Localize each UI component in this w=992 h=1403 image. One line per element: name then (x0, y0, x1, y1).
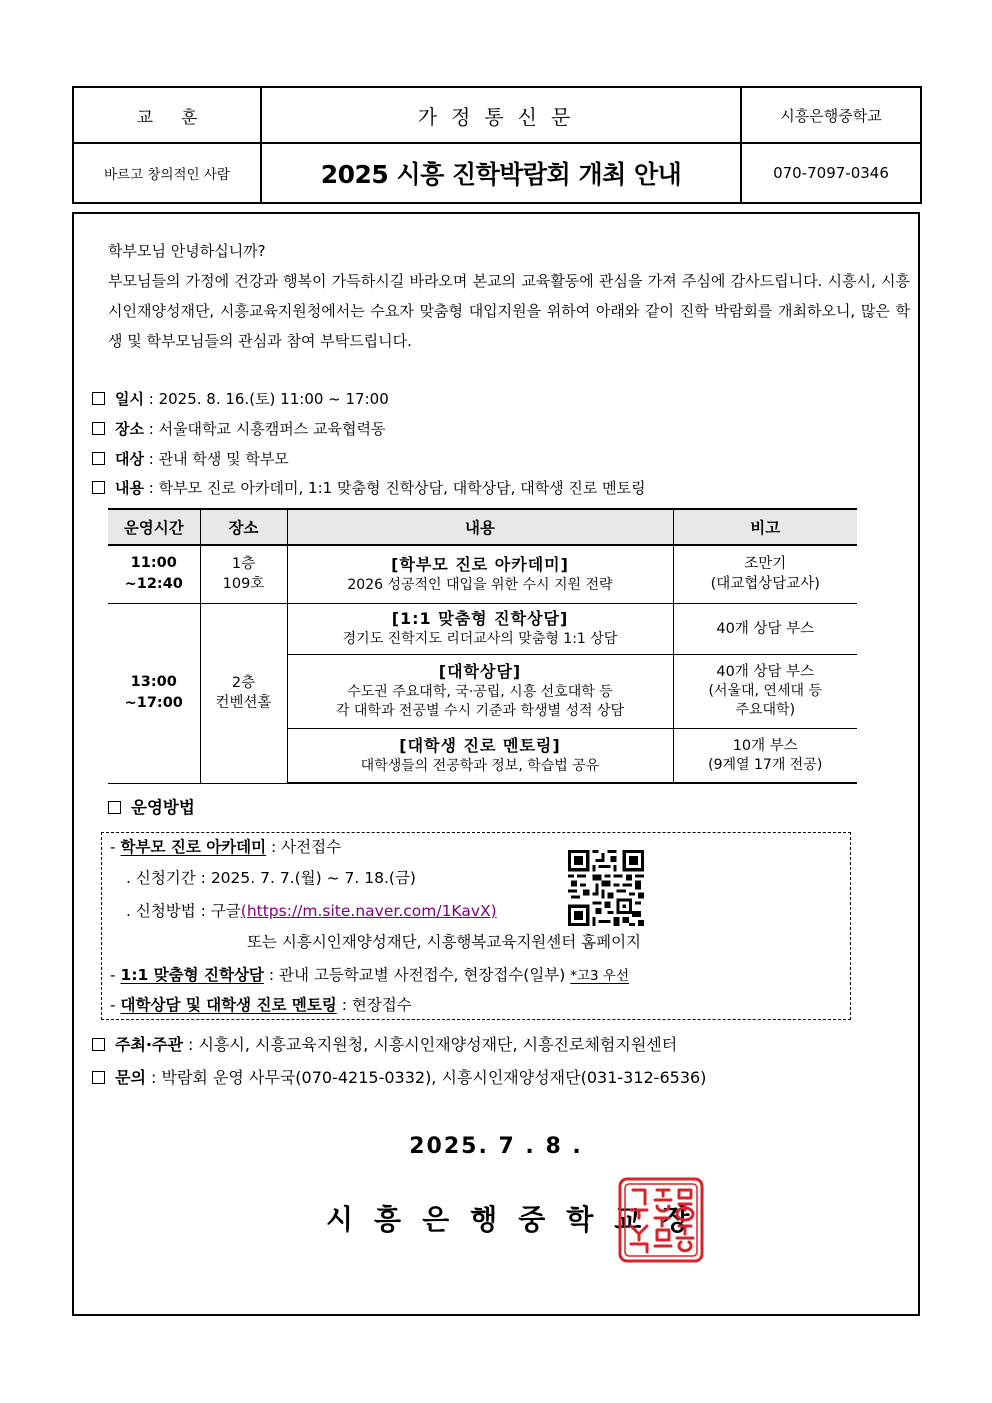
table-row (108, 603, 857, 654)
info-place: 장소 : 서울대학교 시흥캠퍼스 교육협력동 (92, 418, 385, 439)
note-cell (673, 654, 857, 728)
note-sub: (서울대, 연세대 등 주요대학) (708, 683, 822, 718)
issue-date: 2025. 7 . 8 . (409, 1134, 583, 1159)
method-univ: - 대학상담 및 대학생 진로 멘토링 : 현장접수 (110, 996, 412, 1014)
newsletter-title: 가정통신문 (261, 87, 741, 143)
note-cell (673, 728, 857, 783)
method-how-alt: 또는 시흥시인재양성재단, 시흥행복교육지원센터 홈페이지 (247, 933, 642, 951)
program-title: [학부모 진로 아카데미] (391, 554, 569, 574)
apply-link[interactable]: (https://m.site.naver.com/1KavX) (240, 902, 497, 920)
program-title: [1:1 맞춤형 진학상담] (391, 609, 569, 628)
content-cell (287, 603, 673, 654)
info-date: 일시 : 2025. 8. 16.(토) 11:00 ~ 17:00 (92, 388, 389, 409)
note-main: 40개 상담 부스 (716, 664, 815, 680)
checkbox-square-icon (92, 1071, 105, 1084)
school-phone: 070-7097-0346 (741, 143, 921, 203)
method-heading: 운영방법 (108, 794, 195, 818)
official-seal-icon (617, 1176, 705, 1264)
checkbox-square-icon (108, 801, 121, 814)
content-cell (287, 654, 673, 728)
academy-label: 학부모 진로 아카데미 (120, 838, 267, 856)
content-cell (287, 728, 673, 783)
method-consult: - 1:1 맞춤형 진학상담 : 관내 고등학교별 사전접수, 현장접수(일부) *고3 우선 (110, 966, 630, 984)
info-target: 대상 : 관내 학생 및 학부모 (92, 448, 289, 469)
consult-note: *고3 우선 (570, 968, 630, 984)
note-cell: 40개 상담 부스 (673, 603, 857, 654)
col-header-content: 내용 (287, 509, 673, 545)
checkbox-square-icon (92, 422, 105, 435)
checkbox-square-icon (92, 392, 105, 405)
principal-signature: 시흥은행중학교장 (326, 1203, 711, 1236)
time-cell: 13:00 ~17:00 (108, 603, 200, 783)
note-cell: 조만기 (대교협상담교사) (673, 545, 857, 603)
greeting: 학부모님 안녕하십니까? (108, 242, 266, 260)
schedule-table (108, 508, 857, 784)
univ-label: 대학상담 및 대학생 진로 멘토링 (120, 996, 337, 1014)
time-cell: 11:00 ~12:40 (108, 545, 200, 603)
program-title: [대학생 진로 멘토링] (399, 735, 561, 755)
note-sub: (9계열 17개 전공) (708, 756, 823, 773)
checkbox-square-icon (92, 1038, 105, 1051)
intro-body: 부모님들의 가정에 건강과 행복이 가득하시길 바라오며 본교의 교육활동에 관심을 가져 주심에 감사드립니다. 시흥시, 시흥시인재양성재단, 시흥교육지원청에서는 수요자 맞춤형 대입지원을 위하여 아래와 같이 진학 박람회를 개최하오니, 많은 학생 및 학부모님들의 관심과 참여 부탁드립니다. (108, 272, 910, 350)
col-header-place: 장소 (200, 509, 287, 545)
col-header-note: 비고 (673, 509, 857, 545)
checkbox-square-icon (92, 481, 105, 494)
place-cell: 2층 컨벤션홀 (200, 603, 287, 783)
info-host: 주최·주관 : 시흥시, 시흥교육지원청, 시흥시인재양성재단, 시흥진로체험지원센터 (92, 1032, 677, 1055)
method-how: . 신청방법 : 구글(https://m.site.naver.com/1KavX) (126, 902, 497, 920)
program-desc: 수도권 주요대학, 국·공립, 시흥 선호대학 등 각 대학과 전공별 수시 기준과 학생별 성적 상담 (335, 684, 625, 719)
qr-code-icon[interactable] (568, 850, 644, 926)
program-desc: 2026 성공적인 대입을 위한 수시 지원 전략 (347, 576, 613, 593)
header-table (72, 86, 922, 204)
motto-title: 교훈 (73, 87, 261, 143)
table-row (108, 545, 857, 603)
document-title: 2025 시흥 진학박람회 개최 안내 (261, 143, 741, 203)
school-motto: 바르고 창의적인 사람 (73, 143, 261, 203)
method-box (101, 832, 851, 1020)
program-title: [대학상담] (438, 662, 522, 681)
place-cell: 1층 109호 (200, 545, 287, 603)
intro-text (108, 236, 910, 356)
info-content: 내용 : 학부모 진로 아카데미, 1:1 맞춤형 진학상담, 대학상담, 대학생 진로 멘토링 (92, 477, 646, 498)
method-period: . 신청기간 : 2025. 7. 7.(월) ~ 7. 18.(금) (126, 869, 416, 887)
content-cell (287, 545, 673, 603)
note-main: 10개 부스 (732, 737, 798, 754)
program-desc: 경기도 진학지도 리더교사의 맞춤형 1:1 상담 (342, 631, 618, 647)
col-header-time: 운영시간 (108, 509, 200, 545)
program-desc: 대학생들의 전공학과 정보, 학습법 공유 (360, 757, 600, 774)
school-name: 시흥은행중학교 (741, 87, 921, 143)
method-academy: - 학부모 진로 아카데미 : 사전접수 (110, 838, 342, 856)
consult-label: 1:1 맞춤형 진학상담 (120, 966, 264, 984)
checkbox-square-icon (92, 452, 105, 465)
info-inquiry: 문의 : 박람회 운영 사무국(070-4215-0332), 시흥시인재양성재단(031-312-6536) (92, 1065, 706, 1088)
